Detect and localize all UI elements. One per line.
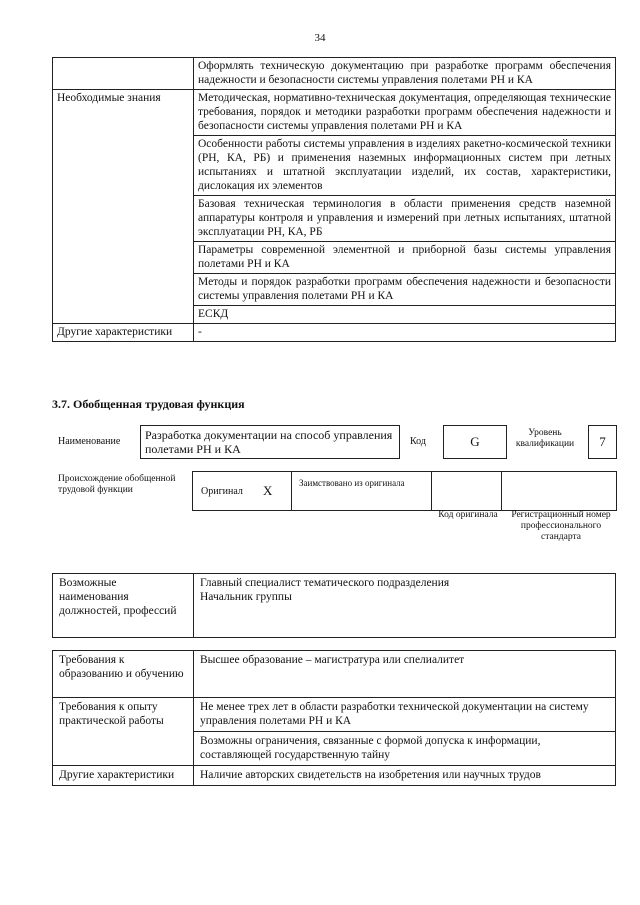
experience-value: Не менее трех лет в области разработки технической документации на систему управления полетами РН и КА: [194, 698, 616, 732]
code-value: G: [443, 425, 507, 459]
education-value: Высшее образование – магистратура или спелиалитет: [194, 651, 616, 698]
access-value: Возможны ограничения, связанные с формой допуска к информации, составляющей государственную тайну: [194, 732, 616, 766]
positions-label: Возможные наименования должностей, профессий: [53, 574, 194, 638]
original-label: Оригинал: [201, 486, 243, 497]
table-row: [53, 324, 616, 342]
position-item: Начальник группы: [200, 591, 292, 603]
name-value: Разработка документации на способ управления полетами РН и КА: [145, 428, 393, 456]
name-label: Наименование: [58, 436, 121, 447]
knowledge-item: Базовая техническая терминология в области применения средств наземной аппаратуры контроля и управления и измерений при летных испытаниях, штатной эксплуатации РН, КА, РБ: [194, 196, 616, 242]
level-value: 7: [588, 425, 617, 459]
table-row: [53, 574, 616, 638]
other-characteristics-value: Наличие авторских свидетельств на изобретения или научных трудов: [194, 766, 616, 786]
page-number: 34: [314, 32, 326, 44]
section-title: 3.7. Обобщенная трудовая функция: [52, 397, 245, 411]
origin-label: Происхождение обобщенной трудовой функции: [58, 474, 176, 495]
knowledge-item: Параметры современной элементной и приборной базы системы управления полетами РН и КА: [194, 242, 616, 274]
code-label: Код: [410, 436, 426, 447]
knowledge-item: Методическая, нормативно-техническая документация, определяющая технические требования, порядок и методики разработки программ обеспечения надежности и безопасности системы управления полетами РН и КА: [194, 90, 616, 136]
other-value: -: [194, 324, 616, 342]
knowledge-item: Особенности работы системы управления в изделиях ракетно-космической техники (РН, КА, РБ) и применения наземных информационных систем при летных испытаниях и штатной эксплуатации изделий, их состав, характеристики, дислокация их элементов: [194, 136, 616, 196]
original-mark: X: [263, 483, 273, 498]
knowledge-item: ЕСКД: [194, 306, 616, 324]
code-original-label: Код оригинала: [438, 510, 498, 520]
other-characteristics-label: Другие характеристики: [53, 766, 194, 786]
table-row: [53, 90, 616, 136]
table-row: [53, 58, 616, 90]
positions-table: [52, 573, 616, 638]
level-label: Уровень квалификации: [515, 428, 575, 449]
position-item: Главный специалист тематического подразделения: [200, 577, 450, 589]
table-row: [53, 651, 616, 698]
requirements-table: [52, 650, 616, 786]
name-box: [140, 425, 400, 459]
skill-item: Оформлять техническую документацию при разработке программ обеспечения надежности и безопасности системы управления полетами РН и КА: [194, 58, 616, 90]
table-row: [53, 766, 616, 786]
experience-label: Требования к опыту практической работы: [53, 698, 194, 766]
origin-box: [192, 471, 617, 511]
table-row: [53, 698, 616, 732]
knowledge-item: Методы и порядок разработки программ обеспечения надежности и безопасности системы управления полетами РН и КА: [194, 274, 616, 306]
knowledge-label: Необходимые знания: [53, 90, 194, 324]
borrowed-label: Заимствовано из оригинала: [299, 478, 405, 488]
other-label: Другие характеристики: [53, 324, 194, 342]
reg-number-label: Регистрационный номер профессионального стандарта: [511, 510, 611, 542]
education-label: Требования к образованию и обучению: [53, 651, 194, 698]
knowledge-table: [52, 57, 616, 342]
